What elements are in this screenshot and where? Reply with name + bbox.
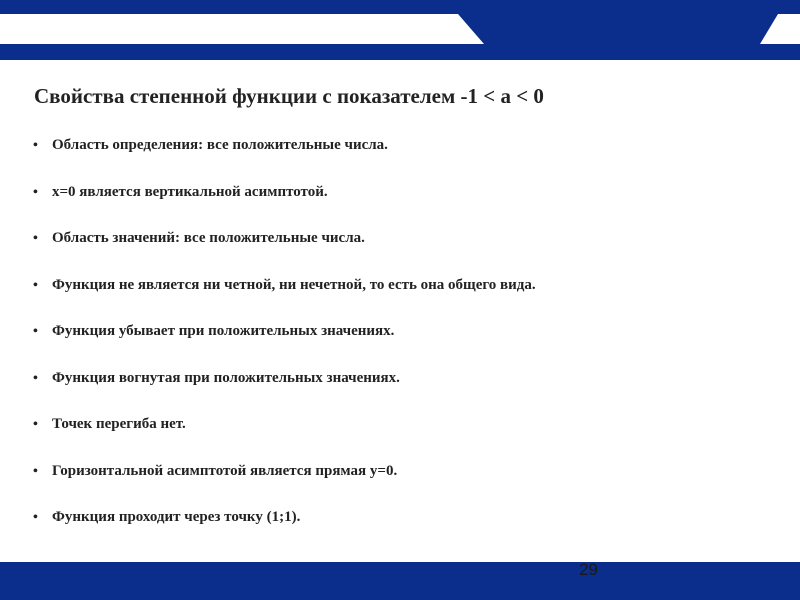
bullet-icon: • [33, 370, 38, 386]
list-item-text: Функция убывает при положительных значениях. [52, 323, 395, 339]
list-item [33, 321, 773, 368]
bullet-icon: • [33, 277, 38, 293]
list-item [33, 228, 773, 275]
bullet-list [33, 135, 773, 554]
bottom-footer-band [0, 562, 800, 600]
list-item [33, 414, 773, 461]
page-number: 29 [579, 560, 598, 579]
bullet-icon: • [33, 184, 38, 200]
header-stripes-decoration [0, 0, 800, 60]
list-item-text: Функция вогнутая при положительных значениях. [52, 369, 400, 386]
list-item-text: Функция не является ни четной, ни нечетной, то есть она общего вида. [52, 276, 536, 293]
list-item [33, 368, 773, 415]
bullet-icon: • [33, 463, 38, 479]
slide-content [0, 60, 800, 562]
bullet-icon: • [33, 510, 38, 525]
bullet-icon: • [33, 138, 38, 153]
list-item-text: Область значений: все положительные числа. [52, 230, 365, 246]
bullet-icon: • [33, 324, 38, 339]
list-item [33, 507, 773, 554]
list-item [33, 461, 773, 508]
list-item [33, 275, 773, 322]
list-item-text: Область определения: все положительные числа. [52, 137, 388, 153]
bullet-icon: • [33, 417, 38, 432]
list-item-text: Функция проходит через точку (1;1). [52, 509, 301, 525]
list-item-text: Точек перегиба нет. [52, 416, 186, 432]
slide-title: Свойства степенной функции с показателем -1 < a < 0 [34, 84, 544, 108]
list-item-text: Горизонтальной асимптотой является прямая y=0. [52, 462, 398, 479]
bullet-icon: • [33, 231, 38, 246]
list-item [33, 182, 773, 229]
list-item-text: x=0 является вертикальной асимптотой. [52, 183, 328, 200]
list-item [33, 135, 773, 182]
top-header-band [0, 0, 800, 60]
